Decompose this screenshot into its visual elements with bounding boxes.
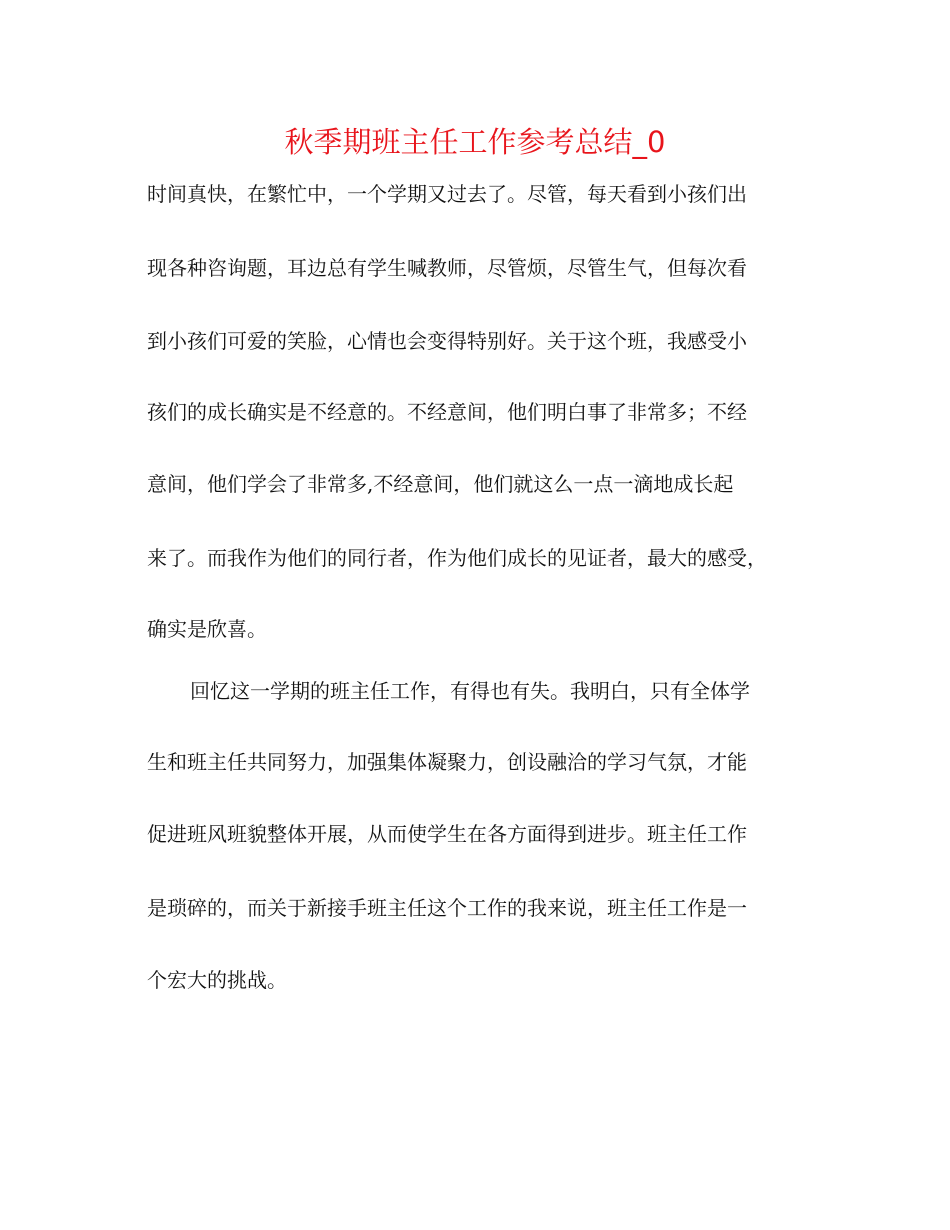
document-title: 秋季期班主任工作参考总结_0	[284, 125, 666, 159]
paragraph-line: 回忆这一学期的班主任工作，有得也有失。我明白，只有全体学	[190, 679, 750, 703]
paragraph-line: 促进班风班貌整体开展，从而使学生在各方面得到进步。班主任工作	[147, 822, 747, 846]
paragraph-line: 来了。而我作为他们的同行者，作为他们成长的见证者，最大的感受，	[147, 546, 767, 570]
paragraph-line: 个宏大的挑战。	[147, 968, 287, 992]
paragraph-line: 确实是欣喜。	[147, 617, 267, 641]
paragraph-line: 到小孩们可爱的笑脸，心情也会变得特别好。关于这个班，我感受小	[147, 329, 747, 353]
paragraph-line: 现各种咨询题，耳边总有学生喊教师，尽管烦，尽管生气，但每次看	[147, 256, 747, 280]
paragraph-line: 意间，他们学会了非常多,不经意间，他们就这么一点一滴地成长起	[147, 472, 734, 496]
paragraph-line: 生和班主任共同努力，加强集体凝聚力，创设融洽的学习气氛，才能	[147, 750, 747, 774]
paragraph-line: 时间真快，在繁忙中，一个学期又过去了。尽管，每天看到小孩们出	[147, 182, 747, 206]
paragraph-line: 是琐碎的，而关于新接手班主任这个工作的我来说，班主任工作是一	[147, 896, 747, 920]
paragraph-line: 孩们的成长确实是不经意的。不经意间，他们明白事了非常多；不经	[147, 400, 747, 424]
